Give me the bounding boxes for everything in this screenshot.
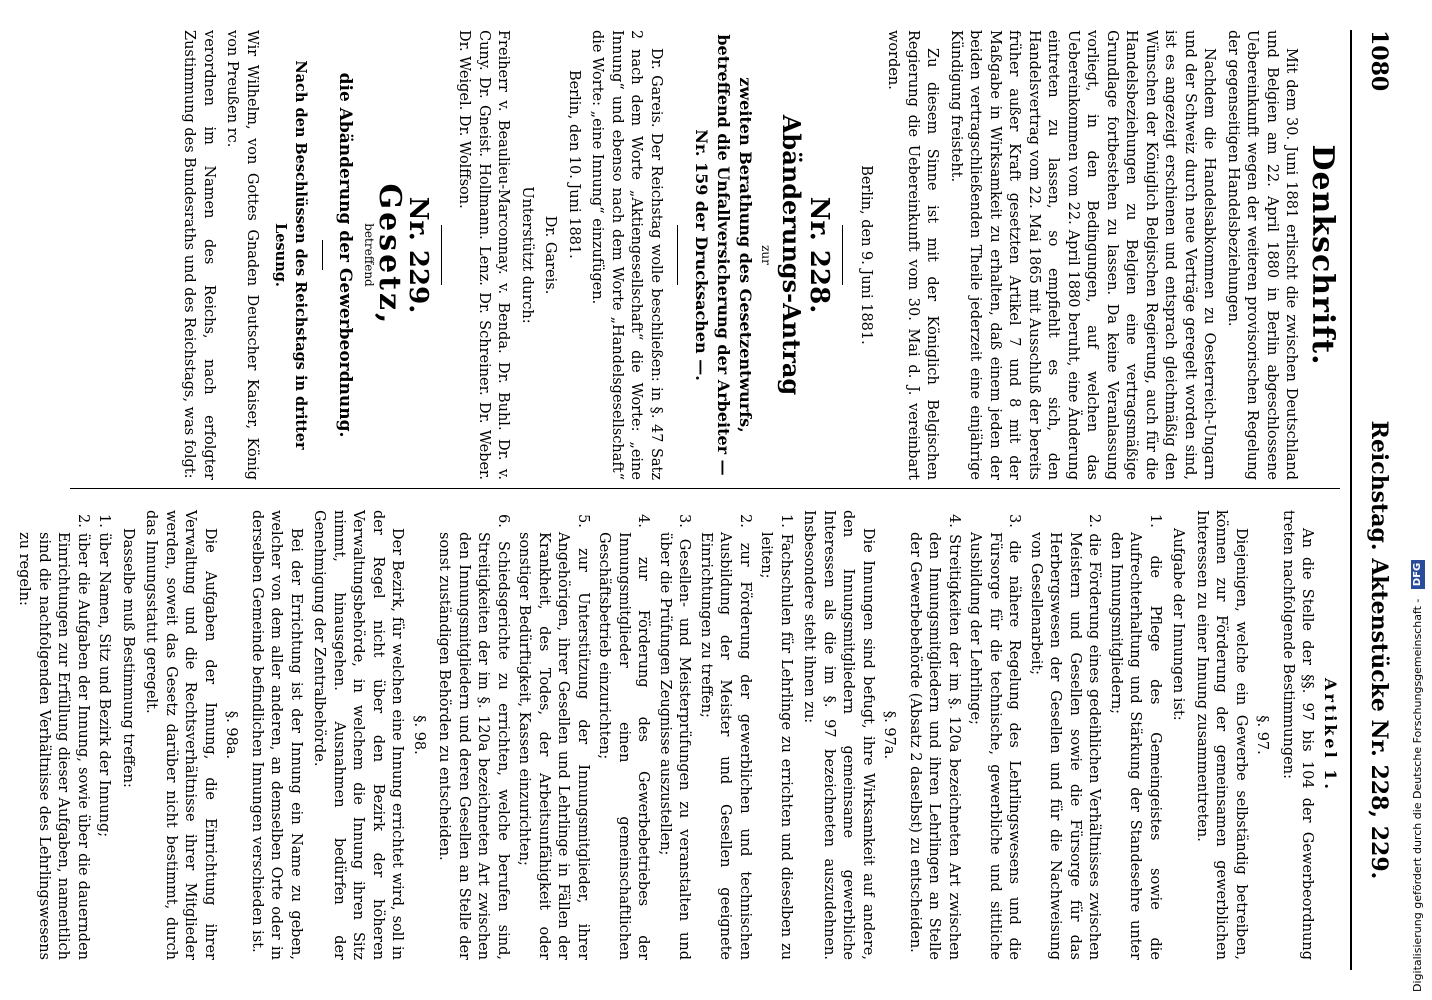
section-97a-heading: §. 97a.	[881, 710, 898, 760]
document-page	[16, 0, 1400, 1000]
section-97a-item-5: 5. zur Unterstützung der Innungsmitglieder, ihrer Angehörigen, ihrer Gesellen und Lehrlinge in Fällen der Krankheit, des Todes, der Arbeitsunfähigkeit oder sonstiger Bedürftigkeit, Kassen einzurichten;	[516, 514, 591, 960]
footer-text-wrap	[1404, 0, 1432, 1000]
antrag-body: Dr. Gareis. Der Reichstag wolle beschließen: in §. 47 Satz 2 nach dem Worte „Aktiengesellschaft“ die Worte: „eine Innung“ und ebenso nach dem Worte „Handelsgesellschaft“ die Worte: „eine Innung“ einzufügen.	[589, 30, 664, 480]
digitization-footer	[1404, 0, 1432, 1000]
nr-229-heading: Nr. 229.	[403, 196, 433, 314]
section-97-heading: §. 97.	[1254, 715, 1271, 755]
gesetz-subtitle: die Abänderung der Gewerbeordnung.	[335, 72, 356, 438]
denkschrift-para-2: Nachdem die Handelsabkommen zu Oesterreich-Ungarn und der Schweiz durch neue Verträge geregelt worden sind, ist es angezeigt erschienen und entsprach gleichmäßig den Wünschen der Königlich Belgischen Regierung, auch für die Handelsbeziehungen zu Belgien eine vertragsmäßige Grundlage fortbestehen zu lassen. Da keine Veranlassung vorliegt, in den Bedingungen, auf welchen das Uebereinkommen vom 22. April 1880 beruht, eine Änderung eintreten zu lassen, so empfiehlt es sich, den Handelsvertrag vom 22. Mai 1865 mit Ausschluß der bereits früher außer Kraft gesetzten Artikel 7 und 8 mit der Maßgabe in Wirksamkeit zu erhalten, daß einem jeden der beiden vertragschließenden Theile jederzeit eine einjährige Kündigung freisteht.	[948, 30, 1218, 480]
left-column	[175, 30, 1340, 480]
verordnen-text: verordnen im Namen des Reichs, nach erfolgter Zustimmung des Bundesraths und des Reichstags, was folgt:	[181, 30, 217, 480]
section-98a-muss: Dasselbe muß Bestimmung treffen:	[120, 528, 136, 788]
section-97-item-2: 2. die Förderung eines gedeihlichen Verhältnisses zwischen Meistern und Gesellen sowie die Fürsorge für das Herbergswesen der Gesellen und für die Nachweisung von Gesellenarbeit;	[1028, 514, 1103, 960]
dfg-logo: DFG	[1411, 560, 1425, 589]
supported-label: Unterstützt durch:	[519, 186, 535, 324]
signer: Dr. Gareis.	[542, 215, 559, 295]
antrag-subtitle: zweiten Berathung des Gesetzentwurfs, betreffend die Unfallversicherung der Arbeiter — Nr. 159 der Drucksachen —.	[692, 34, 755, 476]
section-97-item-3: 3. die nähere Regelung des Lehrlingswesens und die Fürsorge für die technische, gewerbliche und sittliche Ausbildung der Lehrlinge;	[967, 514, 1023, 960]
section-97-item-1: 1. die Pflege des Gemeingeistes sowie die Aufrechterhaltung und Stärkung der Standesehre unter den Innungsmitgliedern;	[1108, 514, 1163, 960]
section-rule-1	[843, 225, 844, 285]
section-98-text-1: Der Bezirk, für welchen eine Innung errichtet wird, soll in der Regel nicht über den Bezirk der höheren Verwaltungsbehörde, in welchem die Innung ihren Sitz nimmt, hinausgehen. Ausnahmen bedürfen der Genehmigung der Zentralbehörde.	[311, 510, 406, 960]
running-title: Reichstag. Aktenstücke Nr. 228, 229.	[1366, 420, 1392, 880]
gesetz-betreffend: betreffend	[362, 223, 376, 287]
nr-228-heading: Nr. 228.	[804, 196, 835, 314]
section-98a-item-2: 2. über die Aufgaben der Innung, sowie über die dauernden Einrichtungen zur Erfüllung dieser Aufgaben, namentlich sind die nachfolgenden Verhältnisse des Lehrlingswesens zu regeln:	[16, 514, 91, 960]
right-column	[12, 510, 1340, 960]
footer-credit: Digitalisierung gefördert durch die Deutsche Forschungsgemeinschaft -	[1411, 598, 1424, 992]
section-97-intro: Diejenigen, welche ein Gewerbe selbständig betreiben, können zur Förderung der gemeinsamen gewerblichen Interessen zu einer Innung zusammentreten.	[1194, 510, 1249, 960]
antrag-zur: zur	[759, 245, 774, 265]
section-98a-heading: §. 98a.	[223, 710, 240, 760]
section-97a-item-1: 1. Fachschulen für Lehrlinge zu errichten und dieselben zu leiten;	[758, 514, 794, 960]
date-line-1: Berlin, den 9. Juni 1881.	[858, 165, 874, 345]
section-rule-4	[322, 240, 323, 270]
artikel-1-heading: Artikel 1.	[1321, 678, 1340, 792]
gesetz-title: Gesetz,	[372, 183, 408, 327]
section-97a-intro: Die Innungen sind befugt, ihre Wirksamkeit auf andere, den Innungsmitgliedern gemeinsame gewerbliche Interessen als die im §. 97 bezeichneten auszudehnen. Insbesondere steht ihnen zu:	[801, 510, 876, 960]
page-number: 1080	[1366, 30, 1392, 92]
denkschrift-para-3: Zu diesem Sinne ist mit der Königlich Belgischen Regierung die Uebereinkunft vom 30. Mai d. J. vereinbart worden.	[885, 30, 941, 480]
page-header	[1356, 30, 1392, 970]
section-97a-item-2: 2. zur Förderung der gewerblichen und technischen Ausbildung der Meister und Gesellen geeignete Einrichtungen zu treffen;	[698, 514, 753, 960]
section-97-aufgabe: Aufgabe der Innungen ist:	[1170, 528, 1187, 721]
section-rule-3	[441, 225, 442, 285]
section-rule-2	[677, 225, 678, 285]
supporters-list: Freiherr v. Beaulieu-Marconnay. v. Benda. Dr. Buhl. Dr. v. Cuny. Dr. Gneist. Hollmann. Lenz. Dr. Schreiner. Dr. Weber. Dr. Weigel. Dr. Wolffson.	[456, 30, 512, 480]
section-98-heading: §. 98.	[411, 715, 427, 755]
denkschrift-title: Denkschrift.	[1305, 144, 1340, 366]
artikel-intro: An die Stelle der §§. 97 bis 104 der Gewerbeordnung treten nachfolgende Bestimmungen:	[1280, 510, 1316, 960]
header-rule	[1350, 30, 1352, 970]
antrag-title: Abänderungs-Antrag	[777, 114, 806, 396]
section-98a-item-1: 1. über Namen, Sitz und Bezirk der Innung;	[96, 514, 113, 838]
section-97a-item-3: 3. Gesellen- und Meisterprüfungen zu veranstalten und über die Prüfungen Zeugnisse auszustellen;	[657, 514, 693, 960]
section-98-text-2: Bei der Errichtung ist der Innung ein Name zu geben, welcher von dem aller anderen, an demselben Orte oder in derselben Gemeinde befindlichen Innungen verschieden ist.	[249, 510, 304, 960]
section-98a-intro: Die Aufgaben der Innung, die Einrichtung ihrer Verwaltung und die Rechtsverhältnisse ihrer Mitglieder werden, soweit das Gesetz darüber nicht bestimmt, durch das Innungsstatut geregelt.	[143, 510, 218, 960]
denkschrift-para-1: Mit dem 30. Juni 1881 erlischt die zwischen Deutschland und Belgien am 22. April 1880 in Berlin abgeschlossene Uebereinkunft wegen der weiteren provisorischen Regelung der gegenseitigen Handelsbeziehungen.	[1225, 30, 1300, 480]
section-97a-item-6: 6. Schiedsgerichte zu errichten, welche berufen sind, Streitigkeiten der im §. 120a bezeichneten Art zwischen den Innungsmitgliedern und deren Gesellen an Stelle der sonst zuständigen Behörden zu entscheiden.	[436, 514, 511, 960]
column-divider	[70, 488, 1340, 489]
gesetz-lesung: Nach den Beschlüssen des Reichstags in dritter Lesung.	[272, 60, 309, 450]
section-97-item-4: 4. Streitigkeiten der im §. 120a bezeichneten Art zwischen den Innungsmitgliedern und ihren Lehrlingen an Stelle der Gewerbebehörde (Absatz 2 daselbst) zu entscheiden.	[907, 514, 962, 960]
section-97a-item-4: 4. zur Förderung des Gewerbebetriebes der Innungsmitglieder einen gemeinschaftlichen Geschäftsbetrieb einzurichten;	[596, 514, 652, 960]
wir-wilhelm: Wir Wilhelm, von Gottes Gnaden Deutscher Kaiser, König von Preußen rc.	[224, 30, 260, 480]
date-line-2: Berlin, den 10. Juni 1881.	[566, 70, 582, 259]
